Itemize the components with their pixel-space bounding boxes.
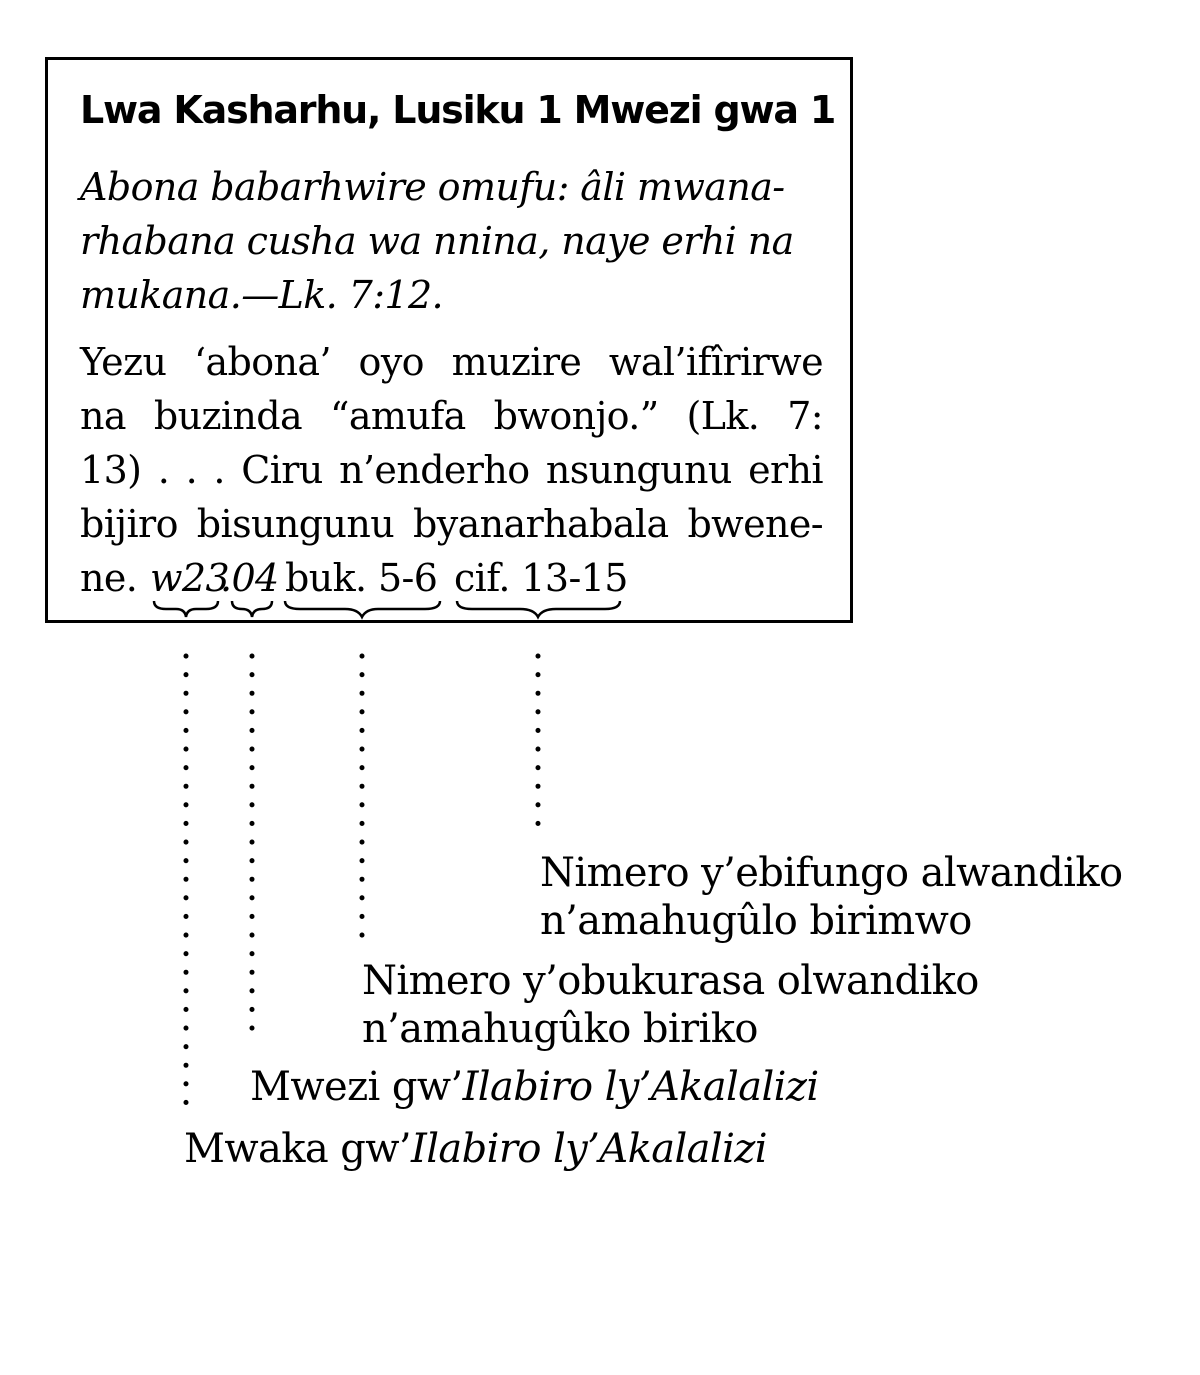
brace-paragraphs <box>457 601 620 617</box>
scripture-line: Abona babarhwire omufu: âli mwana- <box>80 165 785 209</box>
brace-issue <box>232 601 272 617</box>
daily-text-heading: Lwa Kasharhu, Lusiku 1 Mwezi gwa 1 <box>80 88 836 132</box>
label-paragraphs-line1: Nimero y’ebifungo alwandiko <box>540 850 1123 896</box>
scripture-line: rhabana cusha wa nnina, naye erhi na <box>80 219 794 263</box>
ref-year: w23 <box>150 556 230 600</box>
label-month-plain: Mwezi gw’ <box>250 1064 463 1110</box>
scripture-line: mukana.—Lk. 7:12. <box>80 273 444 317</box>
label-month-italic: Ilabiro ly’Akalalizi <box>462 1064 819 1110</box>
label-pages-line2: n’amahugûko biriko <box>362 1006 758 1052</box>
ref-issue: .04 <box>220 556 279 600</box>
comment-line: 13) . . . Ciru n’enderho nsungunu erhi <box>80 448 823 492</box>
label-pages-line1: Nimero y’obukurasa olwandiko <box>362 958 979 1004</box>
label-year-plain: Mwaka gw’ <box>184 1126 412 1172</box>
label-paragraphs-line2: n’amahugûlo birimwo <box>540 898 972 944</box>
comment-line: bijiro bisungunu byanarhabala bwene- <box>80 502 823 546</box>
comment-line: na buzinda “amufa bwonjo.” (Lk. 7: <box>80 394 823 438</box>
brace-year <box>154 601 218 617</box>
label-year <box>184 1124 767 1174</box>
ref-paragraphs: cif. 13-15 <box>454 556 628 600</box>
brace-pages <box>285 601 440 617</box>
ref-pages: buk. 5-6 <box>285 556 438 600</box>
label-year-italic: Ilabiro ly’Akalalizi <box>411 1126 767 1172</box>
label-month <box>250 1062 819 1112</box>
comment-line: Yezu ‘abona’ oyo muzire wal’ifîrirwe <box>80 340 823 384</box>
comment-line-end: ne. <box>80 556 138 600</box>
